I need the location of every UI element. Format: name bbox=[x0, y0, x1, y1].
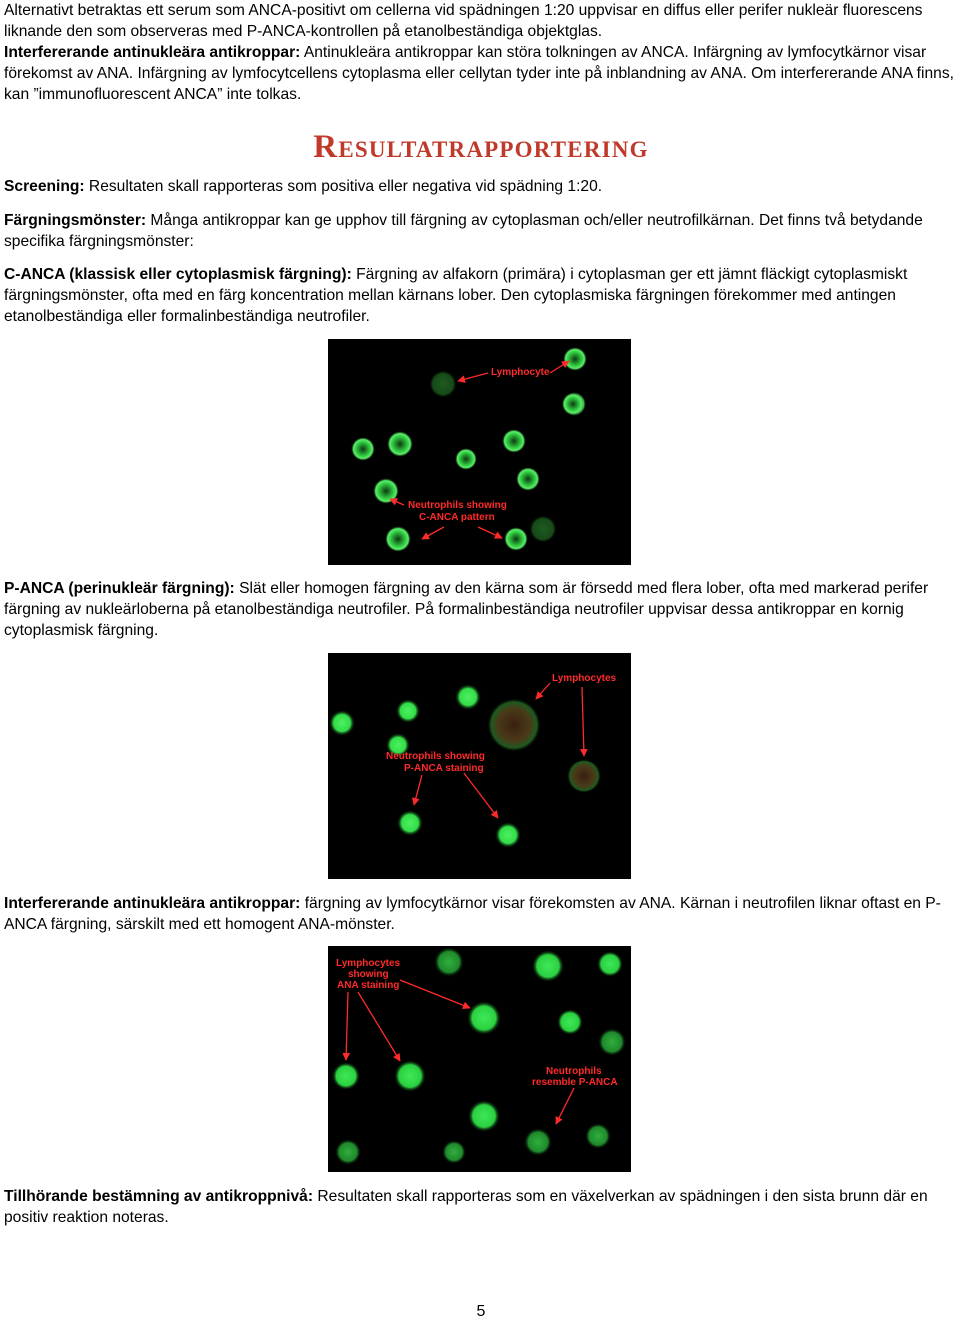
lymphocyte-cell bbox=[567, 759, 601, 793]
paragraph-c-anca bbox=[4, 264, 958, 327]
annotation-arrow bbox=[464, 773, 498, 818]
paragraph-text: färgning av lymfocytkärnor visar förekomsten av ANA. Kärnan i neutrofilen liknar oftast en P-ANCA färgning, särskilt med ett homogent ANA-mönster. bbox=[4, 895, 941, 933]
neutrophil-cell bbox=[585, 1123, 611, 1149]
figure-label: Neutrophils showing bbox=[408, 500, 507, 511]
neutrophil-cell bbox=[373, 478, 399, 504]
paragraph-lead: Interfererande antinukleära antikroppar: bbox=[4, 895, 301, 912]
annotation-arrow bbox=[458, 373, 488, 381]
section-heading: Resultatrapportering bbox=[313, 129, 649, 165]
figure-ana-micrograph bbox=[328, 946, 631, 1172]
annotation-arrow bbox=[346, 992, 348, 1060]
paragraph-staining-patterns bbox=[4, 210, 958, 252]
paragraph-lead: Färgningsmönster: bbox=[4, 212, 147, 229]
paragraph-text: Många antikroppar kan ge upphov till färgning av cytoplasman och/eller neutrofilkärnan. Det finns två betydande specifika färgningsmönster: bbox=[4, 212, 923, 250]
paragraph-lead: C-ANCA (klassisk eller cytoplasmisk färgning): bbox=[4, 266, 352, 283]
neutrophil-cell bbox=[455, 684, 481, 710]
paragraph-lead: Interfererande antinukleära antikroppar: bbox=[4, 44, 301, 61]
paragraph-intro bbox=[4, 0, 958, 42]
paragraph-screening bbox=[4, 176, 958, 197]
lymphocyte-cell bbox=[487, 698, 541, 752]
figure-label: Neutrophils bbox=[546, 1066, 602, 1077]
neutrophil-cell bbox=[516, 467, 540, 491]
neutrophil-cell bbox=[557, 1009, 583, 1035]
figure-label: Lymphocytes bbox=[336, 958, 401, 969]
figure-c-anca-micrograph bbox=[328, 339, 631, 565]
neutrophil-cell bbox=[385, 526, 411, 552]
paragraph-text: Alternativt betraktas ett serum som ANCA-positivt om cellerna vid spädningen 1:20 uppvisar en diffus eller perifer nukleär fluorescens liknande den som observeras med P-ANCA-kontrollen på etanolbeständiga objektglas. bbox=[4, 2, 923, 40]
neutrophil-cell bbox=[532, 950, 564, 982]
figure-label: showing bbox=[348, 969, 389, 980]
neutrophil-cell bbox=[563, 347, 587, 371]
paragraph-interfering-ana-2 bbox=[4, 893, 958, 935]
neutrophil-cell bbox=[597, 951, 623, 977]
neutrophil-cell bbox=[387, 431, 413, 457]
figure-p-anca-micrograph bbox=[328, 653, 631, 879]
page-number: 5 bbox=[476, 1303, 486, 1320]
neutrophil-cell bbox=[598, 1028, 626, 1056]
paragraph-lead: Tillhörande bestämning av antikroppnivå: bbox=[4, 1188, 314, 1205]
paragraph-p-anca bbox=[4, 578, 958, 641]
paragraph-text: Resultaten skall rapporteras som en växelverkan av spädningen i den sista brunn där en positiv reaktion noteras. bbox=[4, 1188, 928, 1226]
neutrophil-cell bbox=[504, 527, 528, 551]
annotation-arrow bbox=[414, 775, 422, 805]
paragraph-antibody-level bbox=[4, 1186, 958, 1228]
neutrophil-cell bbox=[351, 437, 375, 461]
neutrophil-cell bbox=[329, 710, 355, 736]
paragraph-lead: P-ANCA (perinukleär färgning): bbox=[4, 580, 235, 597]
neutrophil-cell bbox=[495, 822, 521, 848]
annotation-arrow bbox=[358, 992, 400, 1061]
annotation-arrow bbox=[400, 980, 470, 1008]
paragraph-text: Färgning av alfakorn (primära) i cytoplasman ger ett jämnt fläckigt cytoplasmiskt färgningsmönster, ofta med en färg koncentration mellan kärnans lober. Den cytoplasmiska färgningen förekommer med antingen etanolbeständiga eller formalinbeständiga neutrofiler. bbox=[4, 266, 908, 325]
neutrophil-cell bbox=[396, 699, 420, 723]
figure-label: C-ANCA pattern bbox=[419, 512, 495, 523]
lymphocyte-cell bbox=[429, 370, 457, 398]
neutrophil-cell bbox=[335, 1139, 361, 1165]
lymphocyte-cell bbox=[467, 1001, 501, 1035]
paragraph-text: Antinukleära antikroppar kan störa tolkningen av ANCA. Infärgning av lymfocytkärnor visar förekomst av ANA. Infärgning av lymfocytcellens cytoplasma eller cellytan tyder inte på inblandning av ANA. Om interfererande ANA finns, kan ”immunofluorescent ANCA” inte tolkas. bbox=[4, 44, 954, 103]
lymphocyte-cell bbox=[332, 1062, 360, 1090]
annotation-arrow bbox=[478, 527, 502, 538]
annotation-arrow bbox=[582, 687, 584, 756]
annotation-arrow bbox=[536, 683, 550, 699]
annotation-arrow bbox=[422, 527, 444, 539]
figure-label: Lymphocyte bbox=[491, 367, 550, 378]
paragraph-text: Resultaten skall rapporteras som positiva eller negativa vid spädning 1:20. bbox=[84, 178, 603, 195]
annotation-arrow bbox=[556, 1088, 574, 1124]
paragraph-text: Slät eller homogen färgning av den kärna som är försedd med flera lober, ofta med markerad perifer färgning av nukleärloberna på etanolbeständiga neutrofiler. På formalinbeständiga neutrofiler uppvisar dessa antikroppar en kornig cytoplasmisk färgning. bbox=[4, 580, 929, 639]
neutrophil-cell bbox=[442, 1140, 466, 1164]
figure-label: Lymphocytes bbox=[552, 673, 617, 684]
figure-label: resemble P-ANCA bbox=[532, 1077, 618, 1088]
lymphocyte-cell bbox=[529, 515, 557, 543]
figure-label: ANA staining bbox=[337, 980, 400, 991]
figure-label: P-ANCA staining bbox=[404, 763, 484, 774]
neutrophil-cell bbox=[455, 448, 477, 470]
neutrophil-cell bbox=[562, 393, 584, 415]
paragraph-interfering-ana bbox=[4, 42, 958, 105]
neutrophil-cell bbox=[434, 947, 464, 977]
lymphocyte-cell bbox=[468, 1100, 500, 1132]
figure-label: Neutrophils showing bbox=[386, 751, 485, 762]
neutrophil-cell bbox=[397, 810, 423, 836]
neutrophil-cell bbox=[524, 1128, 552, 1156]
lymphocyte-cell bbox=[394, 1060, 426, 1092]
neutrophil-cell bbox=[502, 429, 526, 453]
paragraph-lead: Screening: bbox=[4, 178, 85, 195]
